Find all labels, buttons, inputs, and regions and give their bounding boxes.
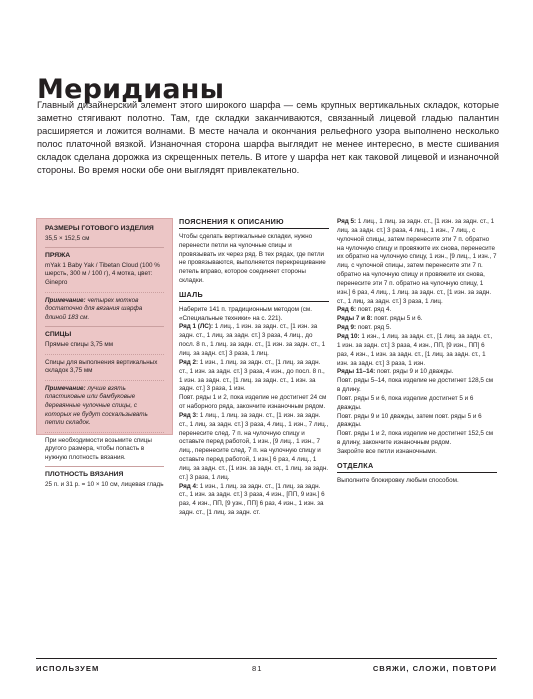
footer-rule: [36, 658, 497, 659]
row-6: [337, 306, 497, 315]
gauge-heading: ПЛОТНОСТЬ ВЯЗАНИЯ: [45, 471, 124, 479]
yarn-heading: ПРЯЖА: [45, 252, 71, 260]
bind-off-text: Закройте все петли изнаночными.: [337, 447, 437, 455]
row-label: Ряды 11–14:: [337, 368, 376, 376]
row-1: [179, 323, 329, 358]
row-3: [179, 412, 329, 483]
row-label: Ряд 3:: [179, 411, 199, 419]
instructions-column-1: [179, 218, 329, 518]
row-label: Ряд 9:: [337, 324, 357, 332]
row-text: 1 лиц., 1 изн. за задн. ст., [1 изн. за задн. ст., 1 лиц. за задн. ст.] 3 раза, 4 лиц., до посл. 8 п., 1 лиц. за задн. ст., [1 изн. за задн. ст., 1 лиц. за задн. ст.] 3 раза, 1 лиц.: [179, 323, 326, 357]
gauge-text: 25 п. и 31 р. = 10 × 10 см, лицевая гладь: [45, 481, 164, 489]
row-9: [337, 324, 497, 333]
finishing-text: Выполните блокировку любым способом.: [337, 476, 459, 484]
row-text: повт. ряды 9 и 10 дважды.: [376, 368, 454, 376]
page-number: 81: [252, 664, 263, 673]
page-title: Меридианы: [37, 74, 225, 106]
sizes-heading: РАЗМЕРЫ ГОТОВОГО ИЗДЕЛИЯ: [45, 225, 154, 232]
row-4: [179, 483, 329, 518]
row-text: 1 лиц., 1 лиц. за задн. ст., [1 изн. за задн. ст., 1 лиц. за задн. ст.] 3 раза, 4 лиц., 1 изн., 7 лиц., перенесите след. 7 п. на чулочную спицу и оставьте перед работой, 1 изн., [9 лиц., 1 изн., 7 лиц., перенесите след. 7 п. на чулочную спицу и оставьте перед работой, 1 изн.] 6 раз, 4 лиц., 1 лиц. за задн. ст., [1 изн. за задн. ст., 1 лиц. за задн. ст.] 3 раза, 1 лиц.: [179, 411, 329, 481]
needles-text-1: Прямые спицы 3,75 мм: [45, 340, 114, 348]
needles-text-2: Спицы для выполнения вертикальных складок 3,75 мм: [45, 358, 158, 375]
rows-7-8: [337, 315, 497, 324]
intro-paragraph: Главный дизайнерский элемент этого широкого шарфа — семь крупных вертикальных складок, которые заметно стягивают полотно. Там, где складки заканчиваются, связанный лицевой гладью палантин расширяется и ложится волнами. В месте начала и окончания рельефного узора выполнено несколько полос платочной вязкой. Изнаночная сторона шарфа выглядит не менее интересно, в месте сшивания складок сделана дорожка из скрещенных петель. В итоге у шарфа нет как таковой лицевой и изнаночной стороны. Во время носки обе они выглядят привлекательно.: [37, 100, 499, 176]
section-rule: [337, 472, 497, 473]
yarn-text: mYak 1 Baby Yak / Tibetan Cloud (100 % шерсть, 300 м / 100 г), 4 мотка, цвет: Ginepro: [45, 261, 160, 286]
row-text: повт. ряд 4.: [357, 306, 392, 314]
row-label: Ряд 6:: [337, 306, 357, 314]
row-10: [337, 333, 497, 368]
repeat-text: Повт. ряды 1 и 2, пока изделие не достигнет 152,5 см в длину, закончите изнаночным рядом.: [337, 430, 494, 447]
sizes-text: 35,5 × 152,5 см: [45, 234, 90, 242]
row-label: Ряд 10:: [337, 332, 360, 340]
instructions-column-2: [337, 218, 497, 485]
row-label: Ряд 2:: [179, 358, 199, 366]
sidebar-dotted-divider: [45, 432, 164, 433]
repeat-text: Повт. ряды 1 и 2, пока изделие не достигнет 24 см от наборного ряда, закончите изнаночным рядом.: [179, 394, 327, 411]
row-text: 1 изн., 1 лиц. за задн. ст., [1 лиц. за задн. ст., 1 изн. за задн. ст.] 3 раза, 4 изн., [ПП, 9 изн.] 6 раз, 4 изн., ПП, [9 узн., ПП] 6 раз, 4 изн., 1 изн. за задн. ст., [1 лиц. за задн. ст.: [179, 482, 325, 517]
section-rule: [179, 228, 329, 229]
needles-text-3: При необходимости возьмите спицы другого размера, чтобы попасть в нужную плотность вязания.: [45, 436, 152, 461]
row-text: 1 лиц., 1 лиц. за задн. ст., [1 изн. за задн. ст., 1 лиц. за задн. ст.] 3 раза, 4 лиц., 1 изн., 7 лиц., с чулочной спицы, затем перенесите эти 7 п. обратно на чулочную спицу и провяжите их снова, перенесите их обратно на чулочную спицу, 1 изн., [9 лиц., 1 изн., 7 лиц. с чулочной спицы, затем перенесите эти 7 п. обратно на чулочную спицу и провяжите их снова, перенесите эти 7 п. обратно на чулочную спицу, 1 изн.] 6 раз, 4 лиц., 1 лиц. за задн. ст., [1 изн. за задн. ст., 1 лиц. за задн. ст.] 3 раза, 1 лиц.: [337, 218, 497, 305]
sidebar-divider: [45, 466, 164, 467]
page-footer: [36, 664, 497, 678]
row-text: 1 изн., 1 лиц. за задн. ст., [1 лиц. за задн. ст., 1 изн. за задн. ст.] 3 раза, 4 изн., до посл. 8 п., 1 изн. за задн. ст., [1 лиц. за задн. ст., 1 изн. за задн. ст.] 3 раза, 1 изн.: [179, 358, 325, 393]
sidebar-dotted-divider: [45, 292, 164, 293]
repeat-text: Повт. ряды 5–14, пока изделие не достигнет 128,5 см в длину.: [337, 377, 494, 394]
yarn-note: [45, 297, 164, 323]
needles-heading: СПИЦЫ: [45, 331, 72, 339]
note-label: Примечание:: [45, 384, 86, 392]
sidebar-dotted-divider: [45, 354, 164, 355]
row-text: повт. ряды 5 и 6.: [374, 315, 423, 323]
row-label: Ряд 1 (ЛС):: [179, 323, 214, 331]
finishing-heading: ОТДЕЛКА: [337, 460, 374, 470]
needles-note: [45, 385, 164, 428]
row-2: [179, 359, 329, 394]
materials-sidebar: [36, 218, 173, 489]
row-text: 1 изн., 1 лиц. за задн. ст., [1 лиц. за задн. ст., 1 изн. за задн. ст.] 3 раза, 4 изн., ПП, [9 изн., ПП] 6 раз, 4 изн., 1 изн. за задн. ст., [1 лиц. за задн. ст., 1 изн. за задн. ст.] 3 раза, 1 изн.: [337, 332, 493, 367]
explain-heading: ПОЯСНЕНИЯ К ОПИСАНИЮ: [179, 217, 284, 226]
needles-note-text: лучше взять пластиковые или бамбуковые деревянные чулочные спицы, с которых не будут соскальзывать петли складок.: [45, 384, 148, 427]
yarn-note-text: четырех мотков достаточно для вязания шарфа длиной 183 см.: [45, 296, 143, 321]
row-text: повт. ряд 5.: [357, 324, 392, 332]
sidebar-divider: [45, 326, 164, 327]
row-label: Ряды 7 и 8:: [337, 315, 373, 323]
scarf-text: Наберите 141 п. традиционным методом (см. «Специальные техники» на с. 221).: [179, 305, 312, 322]
row-5: [337, 218, 497, 306]
section-rule: [179, 301, 329, 302]
sidebar-divider: [45, 247, 164, 248]
row-label: Ряд 5:: [337, 218, 357, 225]
footer-book-title: СВЯЖИ, СЛОЖИ, ПОВТОРИ: [372, 664, 497, 673]
rows-11-14: [337, 368, 497, 377]
note-label: Примечание:: [45, 296, 86, 304]
explain-text: Чтобы сделать вертикальные складки, нужно перенести петли на чулочные спицы и провязывать их через ряд. В тех рядах, где петли не провязываются, выполняется перекрещивание петель вправо, которое соединяет стороны складки.: [179, 232, 326, 285]
sidebar-dotted-divider: [45, 380, 164, 381]
scarf-heading: ШАЛЬ: [179, 289, 203, 299]
repeat-text: Повт. ряды 9 и 10 дважды, затем повт. ряды 5 и 6 дважды.: [337, 412, 482, 429]
repeat-text: Повт. ряды 5 и 6, пока изделие достигнет 5 и 6 дважды.: [337, 394, 474, 411]
footer-section-label: ИСПОЛЬЗУЕМ: [36, 664, 100, 673]
row-label: Ряд 4:: [179, 482, 199, 490]
